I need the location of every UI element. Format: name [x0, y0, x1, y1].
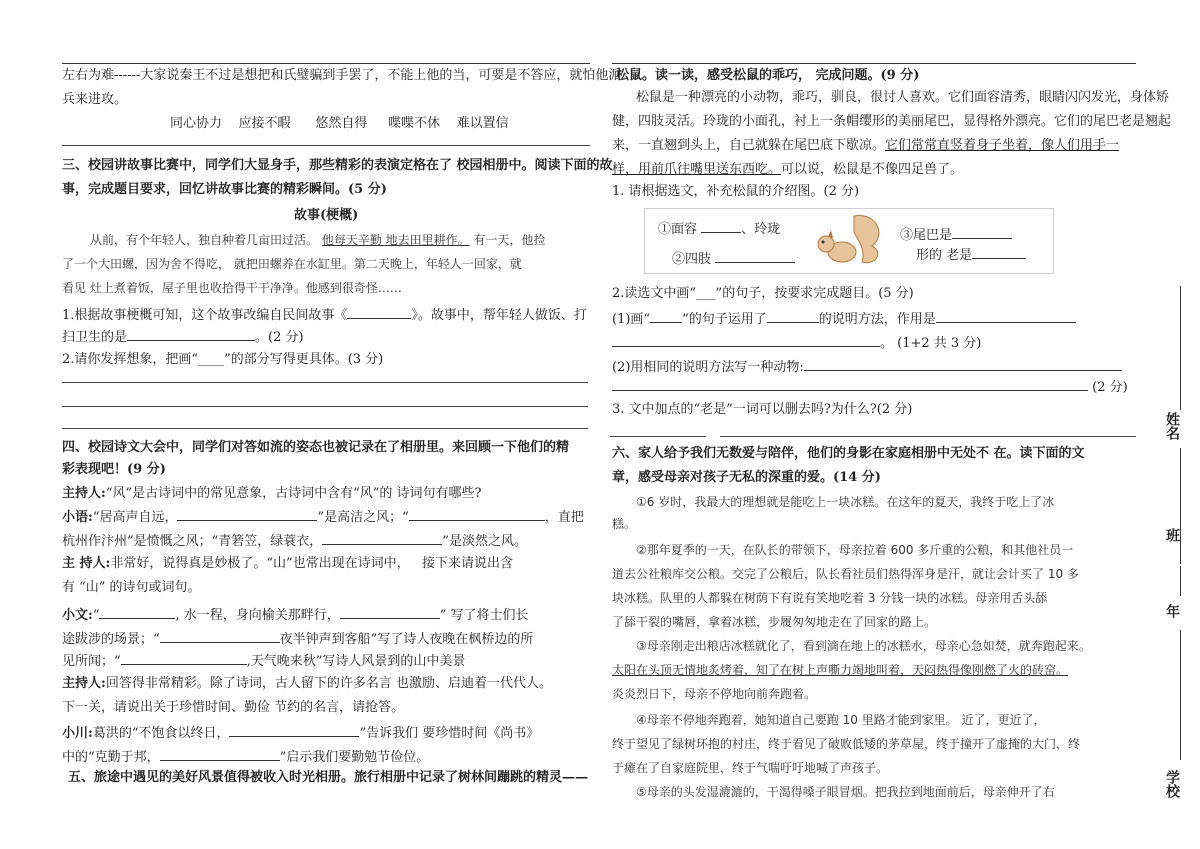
story-text: 从前，有个年轻人，独自种着几亩田过活。	[90, 233, 319, 247]
story-text: 有一天，他捡	[473, 233, 546, 247]
fig-label: 、玲珑	[741, 222, 781, 237]
answer-line[interactable]	[62, 406, 588, 407]
dialogue-text: ”启示我们要勤勉节俭位。	[279, 750, 430, 765]
dialogue-text: 途跋涉的场景；“	[62, 632, 160, 647]
name-blank[interactable]	[1180, 286, 1181, 410]
reading-line-4	[612, 160, 963, 180]
article-p2-line-1: ②那年夏季的一天，在队长的带领下，母亲拉着 600 多斤重的公粮，和其他社员一	[636, 543, 1074, 557]
fig-limbs-row	[672, 248, 795, 270]
q1-text: 。(2 分)	[255, 330, 304, 345]
q1-text: 扫卫生的是	[62, 330, 128, 345]
q-text: (2 分)	[1092, 380, 1128, 395]
poem-blank[interactable]	[340, 604, 440, 619]
q-text: 的说明方法，作用是	[818, 312, 936, 327]
dialogue-6	[62, 604, 529, 626]
dialogue-text: “居高声自远，	[92, 510, 178, 525]
reading-text: 可以说，松鼠是不像四足兽了。	[781, 162, 964, 177]
fig-blank-tail[interactable]	[952, 224, 1012, 239]
dialogue-text: 夜半钟声到客船	[279, 632, 371, 647]
fig-label: ②四肢	[672, 252, 712, 267]
article-p1-line-1: ①6 岁时，我最大的理想就是能吃上一块冰糕。在这年的夏天，我终于吃上了冰	[636, 495, 1055, 509]
q2-2-line	[612, 356, 1122, 378]
article-p4-line-1: ④母亲不停地奔跑着，她知道自己要跑 10 里路才能到家里。 近了，更近了，	[636, 713, 1046, 727]
dialogue-text: ”是淡然之风。	[442, 534, 527, 549]
poem-blank[interactable]	[121, 650, 247, 665]
dialogue-text: ” 写了将士们长	[439, 608, 529, 623]
intro-line-2: 兵来进攻。	[62, 92, 128, 107]
school-blank[interactable]	[1180, 630, 1181, 760]
top-rule-right	[612, 63, 1136, 64]
story-line-1	[90, 230, 546, 250]
answer-line[interactable]	[720, 436, 1136, 437]
q2-1-line-2	[612, 332, 981, 354]
q-text: ”的句子运用了	[682, 312, 767, 327]
story-line-2: 了一个大田螺，因为舍不得吃， 就把田螺养在水缸里。第二天晚上，年轻人一回家，就	[62, 257, 522, 271]
dialogue-8	[62, 650, 465, 672]
dialogue-text: ”是高洁之风；“	[317, 510, 409, 525]
idiom-2: 应接不暇	[238, 116, 291, 131]
dialogue-4	[62, 554, 513, 574]
q2-blank[interactable]	[936, 308, 1076, 323]
dialogue-11	[62, 722, 539, 744]
section4-title-2: 彩表现吧！(9 分)	[62, 462, 166, 477]
divider	[62, 145, 590, 146]
class-label: 班	[1164, 528, 1180, 542]
speaker: 主 持人:	[62, 556, 111, 571]
grade-label: 年	[1164, 604, 1180, 618]
article-p2-line-3: 块冰糕。队里的人都躲在树荫下有说有笑地吃着 3 分钱一块的冰糕。母亲用舌头舔	[612, 591, 1048, 605]
squirrel-icon	[806, 210, 886, 270]
name-label: 姓名	[1164, 412, 1180, 440]
poem-blank[interactable]	[322, 530, 442, 545]
fig-blank-face[interactable]	[701, 218, 741, 233]
q1-blank-helper[interactable]	[127, 326, 255, 341]
dialogue-text: 见所闻；“	[62, 654, 121, 669]
dialogue-text: ,天气晚来秋”写诗人风景到的山中美景	[246, 654, 466, 669]
dialogue-3	[62, 530, 527, 552]
poem-blank[interactable]	[177, 506, 317, 521]
fig-tail-row	[900, 224, 1012, 246]
q2-blank[interactable]	[767, 308, 819, 323]
dialogue-text: 接下来请说出含	[422, 556, 514, 571]
q2-blank[interactable]	[650, 308, 682, 323]
idiom-1: 同心协力	[170, 116, 223, 131]
section4-title-1: 四、校园诗文大会中，同学们对答如流的姿态也被记录在了相册里。来回顾一下他们的精	[62, 440, 570, 455]
dialogue-text: 中的“克勤于邦，	[62, 750, 160, 765]
dialogue-text: , 水一程，身向榆关那畔行，	[175, 608, 340, 623]
idiom-5: 难以置信	[456, 116, 509, 131]
speaker: 小川:	[62, 726, 93, 741]
dialogue-text: 葛洪的“不饱食以终日，	[92, 726, 230, 741]
q2-line: 2.读选文中画“___”的句子，按要求完成题目。(5 分)	[612, 286, 914, 301]
poem-blank[interactable]	[409, 506, 545, 521]
section3-title-2: 事，完成题目要求，回忆讲故事比赛的精彩瞬间。(5 分)	[62, 182, 387, 197]
reading-line-3	[612, 136, 1119, 156]
q1-line-1	[62, 304, 587, 326]
q1-blank-story[interactable]	[347, 304, 411, 319]
q3-line: 3. 文中加点的“老是”一词可以删去吗?为什么?(2 分)	[612, 402, 913, 417]
poem-blank[interactable]	[99, 604, 175, 619]
article-p2-line-4: 了舔干裂的嘴唇，拿着冰糕，步履匆匆地走在了回家的路上。	[612, 615, 937, 629]
fig-label: 形的 老是	[916, 248, 973, 263]
reading-line-2: 健，四肢灵活。玲珑的小面孔，衬上一条帽缨形的美丽尾巴，显得格外漂亮。它们的尾巴老是翘起	[612, 114, 1172, 129]
article-p4-line-3: 于瘫在了自家庭院里，终于气喘吁吁地喊了声孩子。	[612, 761, 889, 775]
section3-title-1: 三、校园讲故事比赛中，同学们大显身手，那些精彩的表演定格在了 校园相册中。阅读下面的故	[62, 158, 613, 173]
dialogue-12	[62, 746, 429, 768]
school-label: 学校	[1164, 770, 1180, 798]
section5-title: 五、旅途中遇见的美好风景值得被收入时光相册。旅行相册中记录了树林间蹦跳的精灵——	[68, 770, 589, 785]
speaker: 主持人:	[62, 486, 106, 501]
section6-title-2: 章，感受母亲对孩子无私的深重的爱。(14 分)	[612, 470, 881, 485]
intro-line-1: 左右为难------大家说秦王不过是想把和氏璧骗到手罢了，不能上他的当，可要是不答应，就怕他派	[62, 68, 622, 83]
q1-line-2	[62, 326, 304, 348]
fig-tail-row-2	[916, 244, 1026, 266]
answer-line[interactable]	[610, 436, 706, 437]
fig-face-row	[658, 218, 780, 240]
q2-line: 2.请你发挥想象，把画“____”的部分写得更具体。(3 分)	[62, 352, 384, 367]
dialogue-text: “	[92, 608, 100, 623]
section5-continued: 松鼠。读一读，感受松鼠的乖巧， 完成问题。(9 分)	[616, 68, 920, 83]
q-text: (2)用相同的说明方法写一种动物:	[612, 360, 804, 375]
article-p3-line-2: 太阳在头顶无情地炙烤着，知了在树上声嘶力竭地叫着，天闷热得像刚燃了火的砖窑。	[612, 663, 1069, 677]
q2-1-line	[612, 308, 1076, 330]
grade-blank-line[interactable]	[1180, 566, 1181, 596]
q2-blank[interactable]	[612, 332, 880, 347]
article-p1-line-2: 糕。	[612, 517, 637, 531]
dialogue-5: 有 “山” 的诗句或词句。	[62, 580, 201, 595]
underlined-sentence: 他每天辛勤 地去田里耕作。	[321, 233, 470, 247]
article-p3-line-1: ③母亲刚走出粮店冰糕就化了，看到滴在地上的冰糕水，母亲心急如焚，就奔跑起来。	[636, 639, 1091, 653]
fig-label: ③尾巴是	[900, 228, 953, 243]
dialogue-text: “风”是古诗词中的常见意象，古诗词中含有“风”的 诗词句有哪些?	[105, 486, 482, 501]
dialogue-2	[62, 506, 584, 528]
dialogue-7	[62, 628, 533, 650]
article-p3-line-3: 炎炎烈日下，母亲不停地向前奔跑着。	[612, 687, 817, 701]
q2-2-line-2	[612, 376, 1128, 398]
answer-line[interactable]	[62, 382, 588, 383]
quote-blank[interactable]	[160, 746, 280, 761]
q-text: (1)画“	[612, 312, 651, 327]
top-rule-left	[62, 63, 590, 64]
dialogue-10: 下一关，请说出关于珍惜时间、勤俭 节约的名言，请抢答。	[62, 700, 405, 715]
fig-blank-tail2[interactable]	[972, 244, 1026, 259]
article-p4-line-2: 终于望见了绿树环抱的村庄，终于看见了破败低矮的茅草屋，终于撞开了虚掩的大门，终	[612, 737, 1081, 751]
dialogue-text: 非常好，说得真是妙极了。“山”也常出现在诗词中，	[110, 556, 410, 571]
reading-line-1: 松鼠是一种漂亮的小动物，乖巧，驯良，很讨人喜欢。它们面容清秀，眼睛闪闪发光，身体矫	[636, 90, 1170, 105]
reading-text: 来，一直翘到头上，自己就躲在尾巴底下歇凉。	[612, 138, 886, 153]
class-blank[interactable]	[1180, 448, 1181, 564]
dialogue-text: ，直把	[544, 510, 584, 525]
q-text: 。 (1+2 共 3 分)	[880, 336, 982, 351]
dialogue-text: ”写了诗人夜晚在枫桥边的所	[370, 632, 534, 647]
dialogue-1	[62, 484, 482, 504]
speaker: 小语:	[62, 510, 93, 525]
speaker: 主持人:	[62, 676, 106, 691]
story-title: 故事(梗概)	[294, 208, 359, 223]
speaker: 小文:	[62, 608, 93, 623]
dialogue-text: 杭州作汴州”是愤慨之风；“青箬笠，绿蓑衣，	[62, 534, 323, 549]
section6-title-1: 六、家人给予我们无数爱与陪伴，他们的身影在家庭相册中无处不 在。读下面的文	[612, 446, 1085, 461]
dialogue-text: ”告诉我们 要珍惜时间《尚书》	[359, 726, 540, 741]
idiom-list	[170, 114, 509, 134]
fig-label: ①面容	[658, 222, 698, 237]
dialogue-9	[62, 674, 552, 694]
q1-text: 1.根据故事梗概可知，这个故事改编自民间故事《	[62, 308, 348, 323]
idiom-4: 喋喋不休	[388, 116, 441, 131]
quote-blank[interactable]	[229, 722, 359, 737]
article-p5-line-1: ⑤母亲的头发湿漉漉的，干渴得嗓子眼冒烟。把我拉到地面前后，母亲伸开了右	[636, 785, 1055, 799]
story-line-3: 看见 灶上煮着饭，屋子里也收拾得干干净净。他感到很奇怪……	[62, 281, 402, 295]
poem-blank[interactable]	[160, 628, 280, 643]
idiom-3: 悠然自得	[315, 116, 368, 131]
divider	[62, 428, 588, 429]
fig-blank-limbs[interactable]	[715, 248, 795, 263]
article-p2-line-2: 道去公社粮库交公粮。交完了公粮后，队长看社员们热得浑身是汗，就让会计买了 10 多	[612, 567, 1079, 581]
dialogue-text: 回答得非常精彩。除了诗词，古人留下的许多名言 也激励、启迪着一代代人。	[105, 676, 552, 691]
q2-blank[interactable]	[612, 376, 1088, 391]
q1-line: 1. 请根据选文，补充松鼠的介绍图。(2 分)	[612, 184, 860, 199]
q1-text: 》。故事中，帮年轻人做饭、打	[411, 308, 587, 323]
underlined-sentence: 它们常常直竖着身子坐着，像人们用手一	[885, 138, 1120, 153]
q2-blank[interactable]	[804, 356, 1122, 371]
underlined-sentence: 样，用前爪往嘴里送东西吃。	[612, 162, 782, 177]
